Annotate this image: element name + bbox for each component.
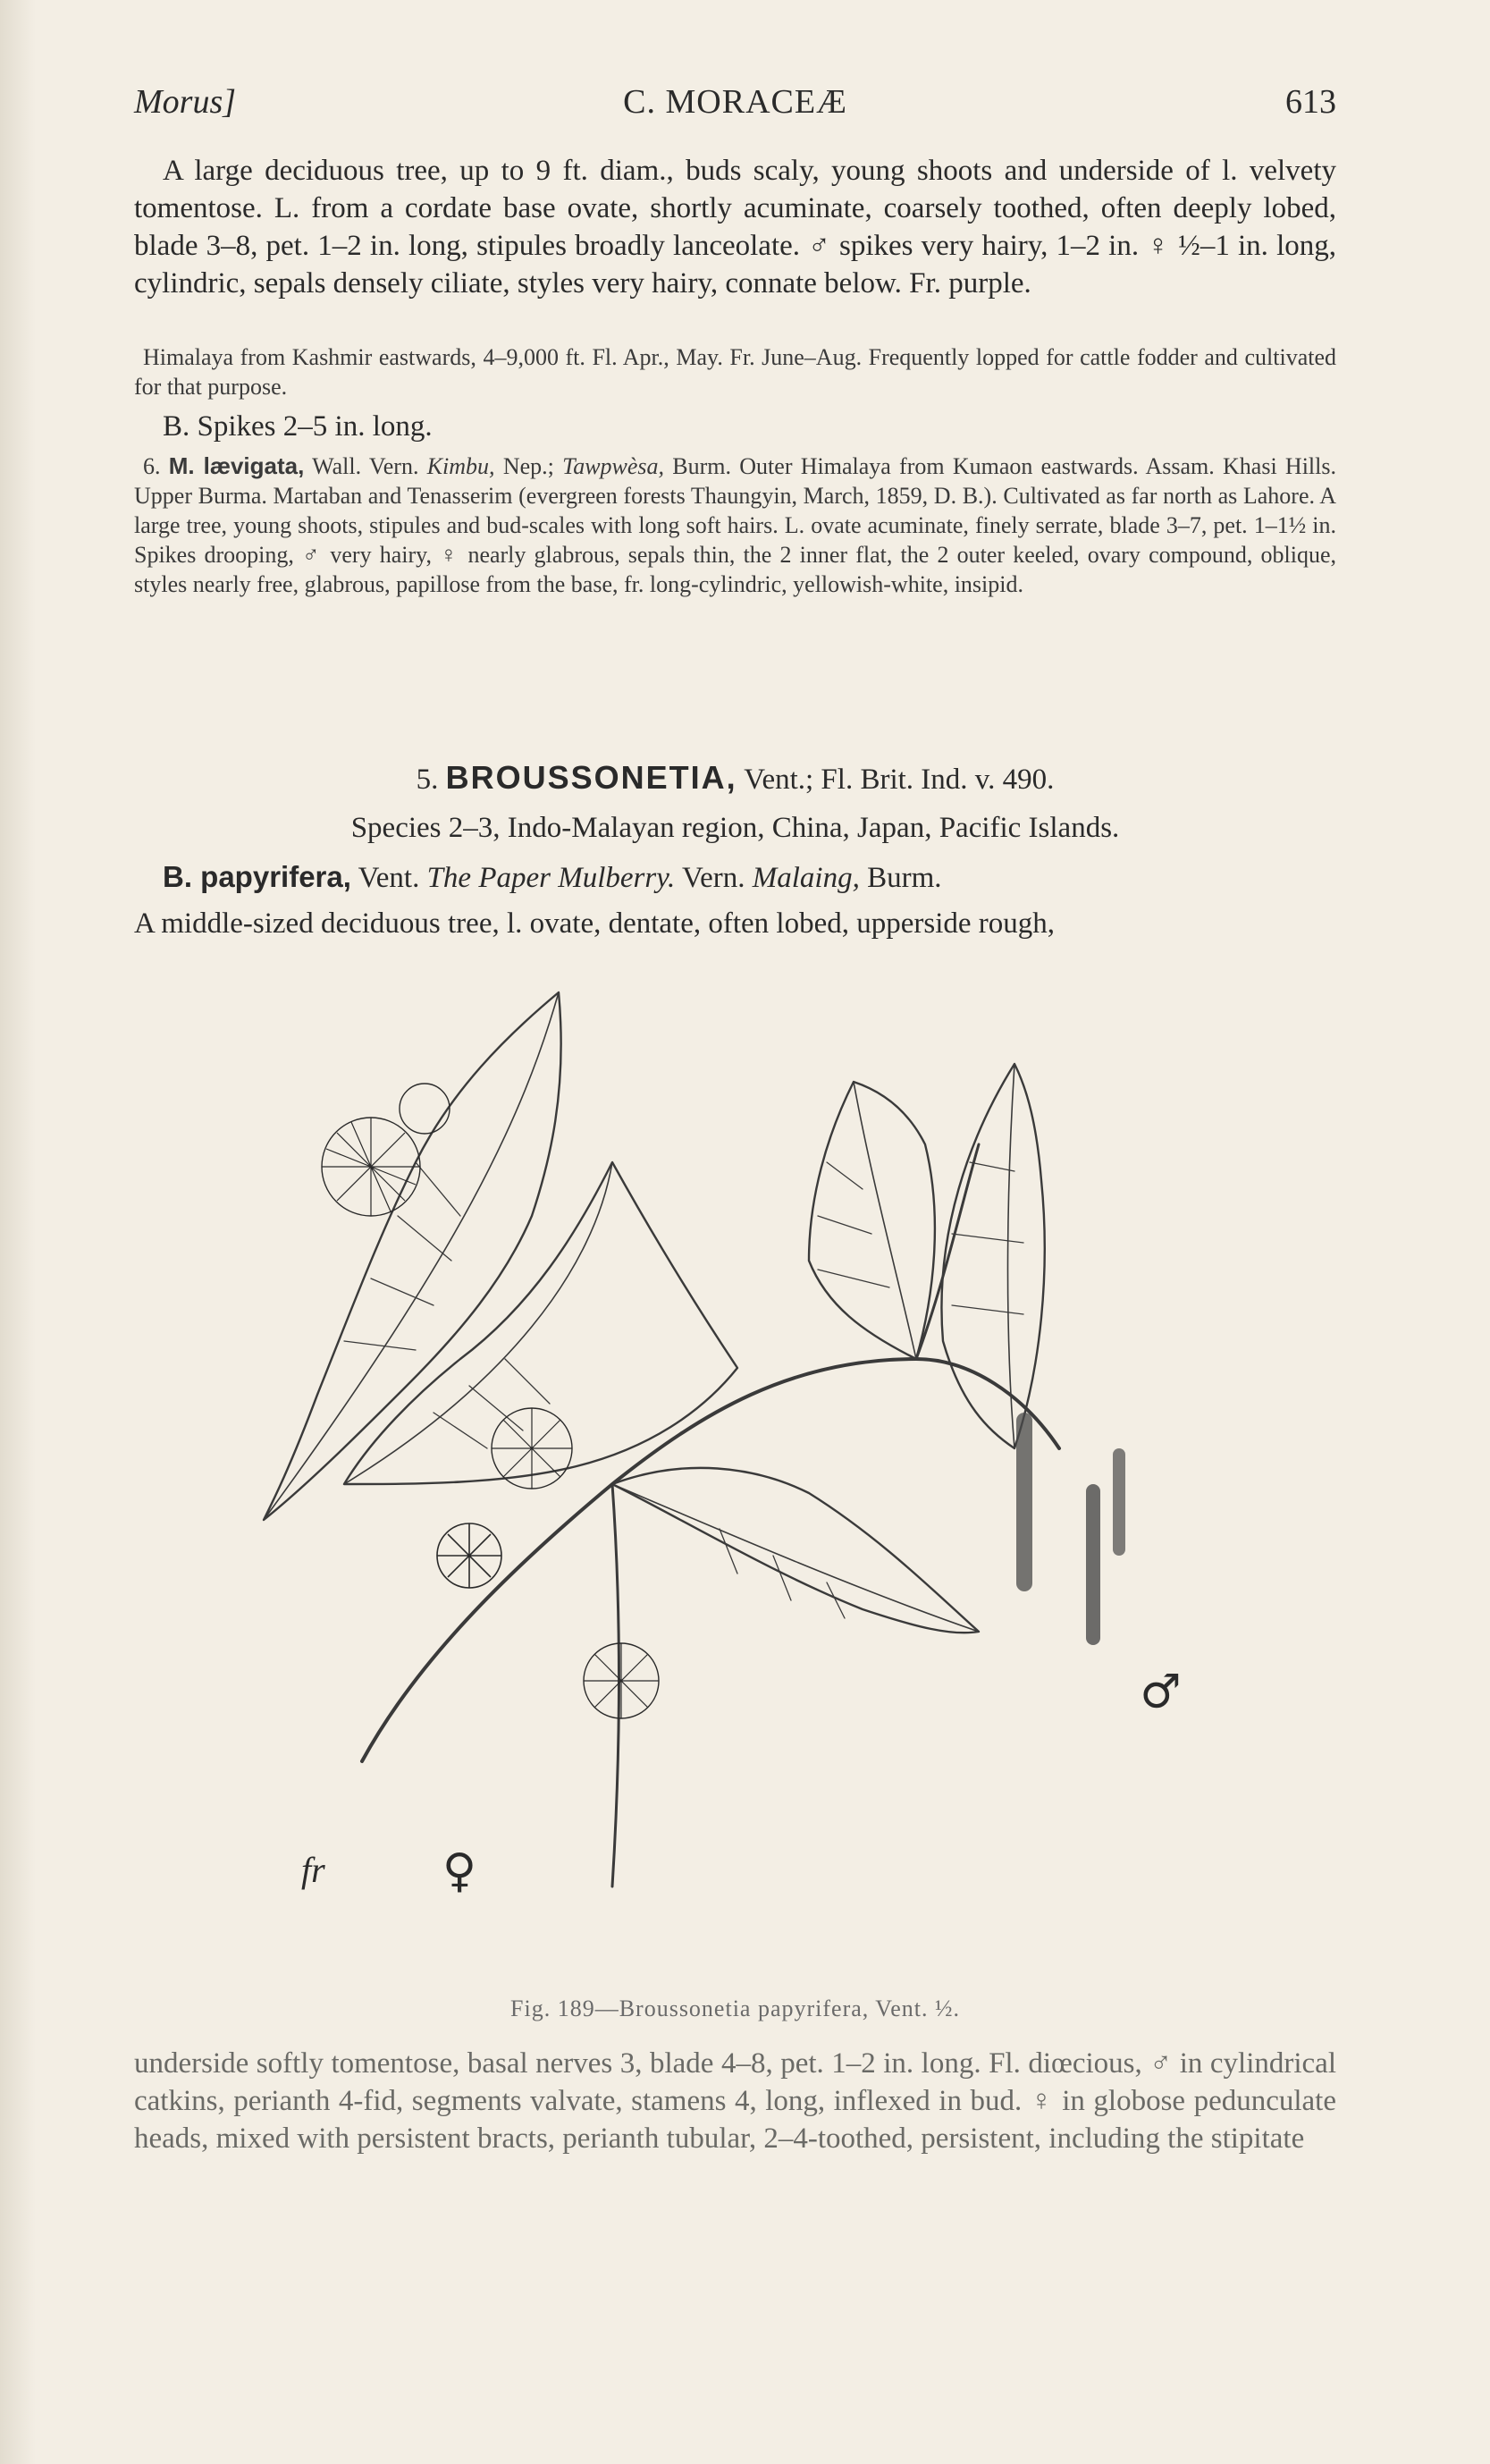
species-line bbox=[134, 858, 1336, 897]
running-header bbox=[134, 82, 1336, 127]
page-binding-shadow bbox=[0, 0, 36, 2464]
page-number: 613 bbox=[1285, 83, 1336, 121]
paragraph-description-continued: underside softly tomentose, basal nerves 3, blade 4–8, pet. 1–2 in. long. Fl. diœcious, ♂ in cylindrical catkins, perianth 4-fid, segments valvate, stamens 4, long, inflexed in bud. ♀ in globose pedunculate heads, mixed with persistent bracts, perianth tubular, 2–4-toothed, persistent, including the stipitate bbox=[134, 2047, 1336, 2155]
female-head-4 bbox=[400, 1084, 450, 1134]
species-name: M. lævigata, bbox=[168, 452, 305, 479]
morus-description bbox=[134, 152, 1336, 302]
female-flower-heads bbox=[322, 1084, 659, 1718]
paragraph-description-start: A middle-sized deciduous tree, l. ovate, dentate, often lobed, upperside rough, bbox=[134, 907, 1056, 940]
paragraph-distribution: Himalaya from Kashmir eastwards, 4–9,000 ft. Fl. Apr., May. Fr. June–Aug. Frequently lopped for cattle fodder and cultivated for that purpose. bbox=[134, 344, 1336, 400]
label-male: ♂ bbox=[1140, 1666, 1182, 1719]
species-description: Burm. Outer Himalaya from Kumaon eastwards. Assam. Khasi Hills. Upper Burma. Martaban and Tenasserim (evergreen forests Thaungyin, March, 1859, D. B.). Cultivated as far north as Lahore. A large tree, young shoots, stipules and bud-scales with long soft hairs. L. ovate acuminate, finely serrate, blade 3–7, pet. 1–1½ in. Spikes drooping, ♂ very hairy, ♀ nearly glabrous, sepals thin, the 2 inner flat, the 2 outer keeled, ovary compound, oblique, styles nearly free, glabrous, papillose from the base, fr. long-cylindric, yellowish-white, insipid. bbox=[134, 453, 1336, 597]
botanical-illustration bbox=[237, 983, 1247, 1980]
header-title: C. MORACEÆ bbox=[623, 83, 847, 121]
species-author: Wall. Vern. bbox=[304, 453, 427, 479]
leaf-left bbox=[264, 992, 561, 1520]
text-fragment: Vern. bbox=[675, 862, 753, 894]
catkin-2 bbox=[1086, 1484, 1100, 1645]
leaf-lower-right bbox=[612, 1468, 979, 1633]
branch-main bbox=[362, 1359, 1059, 1761]
catkin-1 bbox=[1016, 1413, 1032, 1591]
vernacular-name: Malaing, bbox=[752, 862, 860, 894]
text-fragment: Nep.; bbox=[494, 453, 563, 479]
genus-heading bbox=[134, 758, 1336, 799]
species-name: B. papyrifera, bbox=[163, 860, 351, 893]
species-range bbox=[134, 808, 1336, 848]
leaf-right bbox=[941, 1064, 1044, 1448]
section-b bbox=[134, 408, 1336, 445]
vernacular-name-nepal: Kimbu, bbox=[426, 453, 495, 479]
paragraph-morus-description: A large deciduous tree, up to 9 ft. diam., buds scaly, young shoots and underside of l. velvety tomentose. L. from a cordate base ovate, shortly acuminate, coarsely toothed, often deeply lobed, blade 3–8, pet. 1–2 in. long, stipules broadly lanceolate. ♂ spikes very hairy, 1–2 in. ♀ ½–1 in. long, cylindric, sepals densely ciliate, styles very hairy, connate below. Fr. purple. bbox=[134, 155, 1336, 300]
broussonetia-description-start bbox=[134, 905, 1336, 942]
common-name: The Paper Mulberry. bbox=[426, 862, 676, 894]
broussonetia-entry bbox=[134, 858, 1336, 897]
species-number: 6. bbox=[143, 453, 169, 479]
species-author: Vent. bbox=[350, 862, 427, 894]
section-b-heading: B. Spikes 2–5 in. long. bbox=[163, 410, 433, 443]
genus-reference: Vent.; Fl. Brit. Ind. v. 490. bbox=[737, 764, 1055, 796]
species-range-line: Species 2–3, Indo-Malayan region, China, Japan, Pacific Islands. bbox=[350, 812, 1120, 844]
broussonetia-description-cont bbox=[134, 2045, 1336, 2157]
fruit-head bbox=[437, 1523, 501, 1588]
vernacular-name-burma: Tawpwèsa, bbox=[562, 453, 665, 479]
text-fragment: Burm. bbox=[859, 862, 942, 894]
paragraph-morus-laevigata bbox=[134, 451, 1336, 599]
label-female: ♀ bbox=[442, 1844, 477, 1898]
figure-caption: Fig. 189—Broussonetia papyrifera, Vent. ½. bbox=[510, 1996, 960, 2021]
label-fruit: fr bbox=[301, 1850, 325, 1890]
genus-name: BROUSSONETIA, bbox=[445, 759, 737, 796]
male-catkins bbox=[1016, 1413, 1125, 1645]
leaf-upper-right bbox=[809, 1082, 935, 1359]
genus-number: 5. bbox=[416, 764, 446, 796]
morus-distribution bbox=[134, 342, 1336, 401]
catkin-3 bbox=[1113, 1448, 1125, 1556]
genus-line bbox=[134, 758, 1336, 799]
morus-laevigata-entry bbox=[134, 451, 1336, 599]
header-left: Morus] bbox=[134, 83, 237, 121]
